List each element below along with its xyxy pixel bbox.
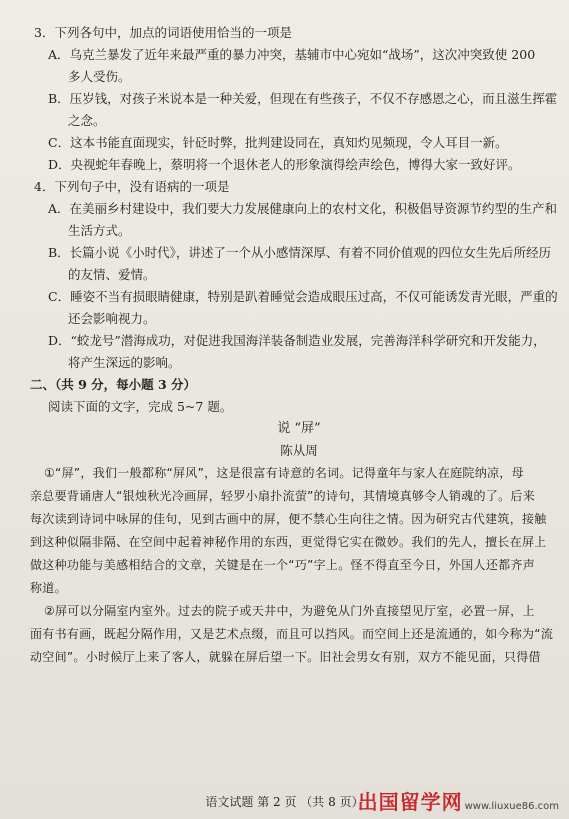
question-3-option-b: B．压岁钱，对孩子米说本是一种关爱，但现在有些孩子，不仅不存感恩之心，而且滋生挥霍 xyxy=(48,91,558,106)
article-para-2-line: 面有书有画，既起分隔作用，又是艺术点缀，而且可以挡风。而空间上还是流通的，如今称为“流 xyxy=(30,627,554,641)
question-4-option-c: C．睡姿不当有损眼睛健康，特别是趴着睡觉会造成眼压过高，不仅可能诱发青光眼，严重的 xyxy=(48,289,558,304)
section-2-heading: 二、（共 9 分，每小题 3 分） xyxy=(30,377,197,392)
question-4-option-a: A．在美丽乡村建设中，我们要大力发展健康向上的农村文化，积极倡导资源节约型的生产和 xyxy=(48,201,558,216)
article-para-2-line: 动空间”。小时候厅上来了客人，就躲在屏后望一下。旧社会男女有别，双方不能见面，只得借 xyxy=(30,650,541,664)
watermark-url: www.liuxue86.com xyxy=(464,801,559,812)
article-para-2-line: ②屏可以分隔室内室外。过去的院子或天井中，为避免从门外直接望见厅室，必置一屏，上 xyxy=(44,604,535,618)
question-4-option-d: D．“蛟龙号”潜海成功，对促进我国海洋装备制造业发展，完善海洋科学研究和开发能力， xyxy=(48,333,546,348)
article-para-1-line: 做这种功能与美感相结合的文章，关键是在一个“巧”字上。怪不得直至今日，外国人还都齐声 xyxy=(30,558,536,572)
article-para-1-line: 称道。 xyxy=(30,581,67,595)
article-author: 陈从周 xyxy=(280,443,318,458)
article-para-1-line: 亲总要背诵唐人“银烛秋光冷画屏，轻罗小扇扑流萤”的诗句，其情境真够令人销魂的了。后来 xyxy=(30,489,536,503)
question-3-stem: 3．下列各句中，加点的词语使用恰当的一项是 xyxy=(34,25,292,40)
watermark-name: 出国留学网 xyxy=(357,790,463,814)
question-4-option-c-cont: 还会影响视力。 xyxy=(68,311,156,326)
question-4-stem: 4．下列句子中，没有语病的一项是 xyxy=(34,179,230,194)
question-3-option-a-cont: 多人受伤。 xyxy=(68,69,131,84)
question-4-option-b-cont: 的友情、爱情。 xyxy=(68,267,156,282)
section-2-instruction: 阅读下面的文字，完成 5~7 题。 xyxy=(48,399,233,414)
article-para-1-line: 到这种似隔非隔、在空间中起着神秘作用的东西，更觉得它实在微妙。我们的先人，擅长在屏上 xyxy=(30,535,547,549)
question-3-option-d: D．央视蛇年春晚上，蔡明将一个退休老人的形象演得绘声绘色，博得大家一致好评。 xyxy=(48,157,521,172)
question-3-option-a: A．乌克兰暴发了近年来最严重的暴力冲突，基辅市中心宛如“战场”，这次冲突致使 200 xyxy=(48,47,536,62)
question-3-option-b-cont: 之念。 xyxy=(68,113,106,128)
question-3-option-c: C．这本书能直面现实，针砭时弊，批判建设同在，真知灼见频现，令人耳目一新。 xyxy=(48,135,508,150)
article-para-1-line: ①“屏”，我们一般都称“屏风”，这是很富有诗意的名词。记得童年与家人在庭院纳凉，母 xyxy=(44,466,524,480)
question-4-option-b: B．长篇小说《小时代》，讲述了一个从小感情深厚、有着不同价值观的四位女生先后所经历 xyxy=(48,245,551,260)
watermark-logo xyxy=(358,786,559,815)
page-footer: 语文试题 第 2 页 （共 8 页） xyxy=(205,795,364,809)
page-content xyxy=(30,22,558,669)
article-para-1-line: 每次读到诗词中咏屏的佳句，见到古画中的屏，便不禁心生向往之情。因为研究古代建筑，接触 xyxy=(30,512,547,526)
question-4-option-a-cont: 生活方式。 xyxy=(68,223,131,238)
article-title: 说 “屏” xyxy=(277,421,321,436)
question-4-option-d-cont: 将产生深远的影响。 xyxy=(68,355,181,370)
